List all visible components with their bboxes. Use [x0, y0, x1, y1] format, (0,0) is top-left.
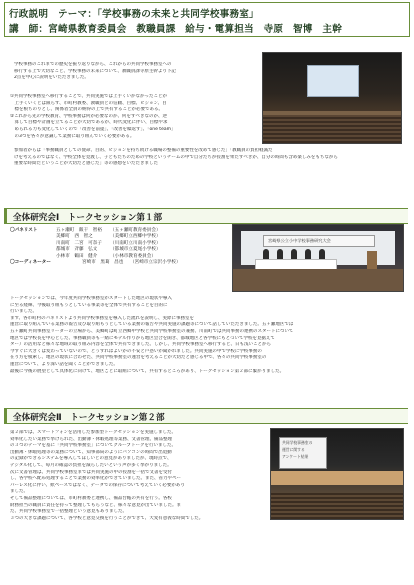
section1-feedback — [14, 148, 408, 168]
section1-intro-line: 移行する上で大切なこと、学校事務の未来について、教職員課寺原主幹より下記 — [14, 68, 176, 74]
panelist-name: 小林市 鶴田 健介 — [56, 253, 98, 259]
section2-body-line: に至る経緯、今後取り組もうとしている事業等を全体で共有することを目的に — [10, 302, 168, 308]
slide-line: 共同学校事務室の — [282, 440, 313, 445]
coordinator-label: 〇コーディネーター — [10, 259, 51, 265]
section2-body-line: 運営に取り組んでいる業務の報告及び取り組もうとしている業務の報告や共同実施の課題等について話していただきました。五ヶ瀬地区では — [10, 322, 294, 328]
panelist-list — [10, 228, 220, 266]
section2-body-line: ター）の活用など様々な地域の取り組み内容を全体で共有できました。しかし、共同学校事務室へ移行すると、日も浅いことから — [10, 342, 271, 348]
section3-body-line: 効率化したい業務で挙げられた、出勤簿・休暇処理等業務、文書管理、備品整理 — [10, 436, 172, 442]
coordinator-name: 宮崎市 黒葛 昌也 — [82, 259, 124, 265]
section3-body-line: ました。 — [10, 489, 28, 495]
section2-body-line: 最後に今後の展望として具体化に向けて、地区ごとに取組について、共有するところがあり、トークセッション第２部に繋がりました。 — [10, 368, 285, 374]
section1-feedback-line: 重要な時間だということが大切だと感じた」等の感想をいただきました — [14, 161, 158, 167]
section1-intro-line: 学校事務のこれまでの歴史を振り返りながら、これからの共同学校事務室への — [14, 62, 172, 67]
section1-point-line: ①共同学校事務室へ移行することで、共同実施では上手くいかなかったことが — [10, 94, 167, 99]
section1-point-line: 算して目標や計画を立てることが大切であるが、時代変化に伴い、目標や求 — [10, 120, 168, 126]
section1-feedback-line: 参加者からは「事務職員としての使命、目的、ビジョンを持ち続ける職場の整備の重要性を改めて感じた」「教職員の負担軽減だ — [14, 148, 273, 153]
section2-body-line: 行いました。 — [10, 309, 37, 315]
section2-body-line: 五ヶ瀬町共同事務室リーダーの立場から、美郷町は町立西郷中学校と共同学校事務室の兼務、川南町では共同事務の連携のスタートについて — [10, 328, 294, 334]
section2-body — [10, 296, 408, 375]
panelist-name: 川南町 二宮 可奈子 — [56, 240, 102, 246]
panelist-name: 都城市 斉藤 弘文 — [56, 247, 98, 253]
stage — [271, 471, 403, 485]
section3-body-line: そして備品整理については、市町村教委と連携し、備品台帳の共有を行う。各校 — [10, 495, 172, 501]
section2-body-line: 今すぐに大きくは変わっていないので、どうすればよいかの不安と戸惑いが聞かれました。共同実施の中で学校に学校事務の — [10, 348, 262, 354]
section1-feedback-line: けを考えるのではなく、学校全体を見渡し、子どもたちのための学校というチームの中で自分たちが役割を果たすべきか、自分の時間も含め楽しみをもちながら — [14, 154, 338, 160]
section3-body-line: パーレス化に伴い、紙ベースではなく、データでの保存について考えていく必要があり — [10, 482, 185, 488]
section2-body-line: トークセッションでは、今年度共同学校事務室がスタートした地区の現状や導入 — [10, 296, 172, 301]
section1-header-line2: 講 師：宮崎県教育委員会 教職員課 給与・電算担当 寺原 智博 主幹 — [9, 24, 342, 35]
section1-point-line: の3つを各々が意識して業務に取り組んでいく必要がある。 — [10, 133, 135, 139]
presentation-slide — [279, 437, 327, 469]
panelist-affiliation: （川南町立川南小学校） — [110, 240, 161, 246]
panelist-affiliation: （美郷町立西郷中学校） — [110, 234, 161, 240]
section1-header-line1: 行政説明 テーマ：「学校事務の未来と共同学校事務室」 — [9, 9, 259, 20]
section1-header — [4, 2, 410, 37]
panelist-affiliation: （都城市立夏尾小学校） — [110, 247, 161, 253]
audience-rows — [263, 115, 401, 143]
title-accent — [4, 209, 7, 223]
section2-body-line: まず、各市町村のパネリストより共同学校事務室を導入した流れを説明し、実際に事務室を — [10, 315, 195, 321]
coordinator-affiliation: （宮崎市立宗沢小学校） — [130, 259, 181, 265]
event-banner — [263, 235, 375, 247]
panelist-label: 〇パネリスト — [10, 228, 38, 233]
projection-screen — [307, 65, 359, 97]
section2-title-bar — [4, 208, 408, 224]
section1-point-line: められる力も変化していくので「改善を前提」、「改善を繰返す」、「one team」 — [10, 126, 176, 132]
title-accent — [4, 409, 7, 423]
section3-title-bar — [4, 408, 408, 424]
section3-body-line: し、各学校へ配布処理することで業務の効率化ができていました。また、省力やペー — [10, 476, 181, 482]
slide-line: アンケート結果 — [282, 454, 309, 459]
section1-intro — [14, 62, 248, 82]
panelist-name: 美郷町 西 智之 — [56, 234, 93, 240]
section2-body-line: 在り方を模索し、地区の現状に合わせた、共同学校事務室の運営を考えることが大切だと感じる中で、各々の共同学校事務室の — [10, 355, 267, 361]
section3-body-line: の記録ができるシステムを導入してほしいとの意見がありましたが、現時点で、 — [10, 456, 172, 462]
stage-floor — [233, 269, 403, 291]
lecture-hall-photo — [262, 52, 402, 144]
section3-body-line: 財務担当の職員に責任を持って整理してもらうなど、様々な意見が出ていました。ま — [10, 502, 181, 508]
panelist-affiliation: （小林市教育委員会） — [110, 253, 156, 259]
section1-intro-line: 2点を中心に説明をいただきました。 — [14, 75, 89, 81]
panelist-name: 五ヶ瀬町 飯干 智裕 — [56, 228, 102, 233]
section3-body-line: ３つの大きな課題について、各学校と意見交換を行うことができて、大変有意義な時間でした。 — [10, 515, 204, 521]
podium — [367, 251, 377, 269]
section1-point-line: 上手くいくとは限らず、市町村教委、教職員との信頼、目標、ビジョン、目 — [10, 100, 167, 106]
section3-body-line: の３つのテーマを基に「共同学校事務室」についてグループトークを行いました。 — [10, 443, 177, 449]
section2-body-line: 地区では学校長を中心とした、事務職員等も一緒にモデル作りから地区会合を開き、都城地区と各学校にもとづいて学校を見据えて — [10, 335, 275, 341]
audience-seats — [271, 493, 403, 519]
slide-line: 運営に関する — [282, 447, 305, 452]
section1-points — [10, 94, 250, 140]
talk-session-photo — [232, 224, 404, 292]
section2-title: 全体研究会Ⅰ トークセッション第１部 — [13, 213, 163, 223]
section3-body-line: 次に文書管理は、共同学校事務室までは共同実施の中の役割を一括で文書を受付 — [10, 469, 172, 475]
section1-point-line: 標を根ちのりとし、関係者全員の納得の上で共有することが必要である。 — [10, 107, 163, 113]
section3-body-line: 出勤簿・休暇処理等の業務について、知事部局のようにパソコンの時間で出退勤 — [10, 449, 172, 455]
section3-body-line: 第２部では、スマートフォンを活用した参加型トークセッションを実施しました。 — [10, 430, 176, 435]
event-banner-text: 宮崎県公立小中学校事務研究大会 — [268, 238, 331, 243]
section3-title: 全体研究会Ⅱ トークセッション第２部 — [13, 413, 165, 423]
section3-body-line: た、共同学校事務室で一括整理という意見もありました。 — [10, 509, 127, 515]
breakout-session-photo — [270, 428, 404, 520]
section3-body — [10, 430, 262, 522]
section1-point-line: ②これから先の学校教育、学校事務は何が必要なのか、何をすべきなのか、逆 — [10, 113, 167, 119]
panelist-affiliation: （五ヶ瀬町教育委員会） — [110, 228, 161, 233]
section3-body-line: デジタル化して、毎月の確認の負担を減らしたいという声が多く挙がりました。 — [10, 462, 172, 468]
section2-body-line: 運営について、より深い話を聞くことができました。 — [10, 361, 118, 367]
